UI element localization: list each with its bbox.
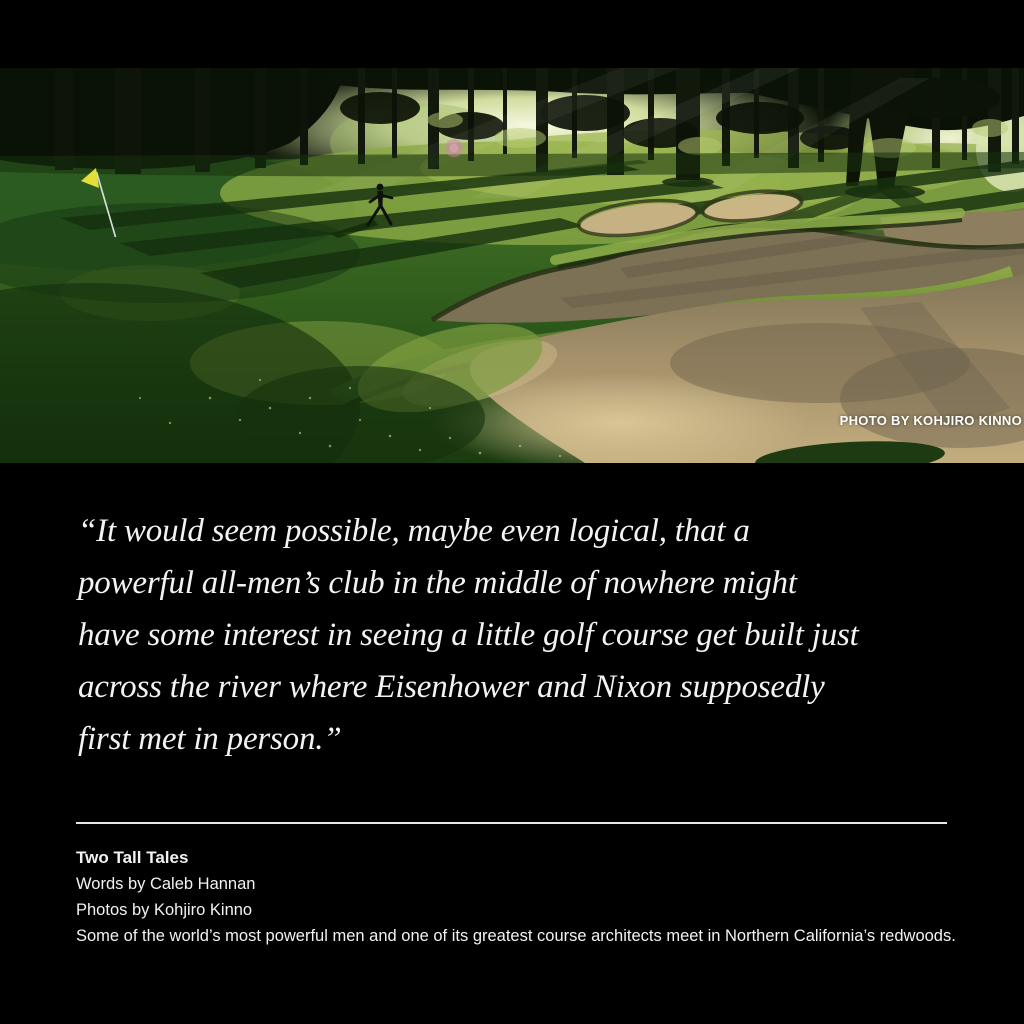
- photo-credit: PHOTO BY KOHJIRO KINNO: [839, 413, 1022, 428]
- lens-flare: [445, 139, 463, 157]
- article-description: Some of the world’s most powerful men and one of its greatest course architects meet in Northern California’s redwoods.: [76, 927, 956, 945]
- article-title: Two Tall Tales: [76, 848, 189, 867]
- pull-quote-line: “It would seem possible, maybe even logical, that a: [78, 513, 750, 549]
- pull-quote-line: first met in person.”: [78, 721, 342, 757]
- hero-photo: [0, 68, 1024, 463]
- pull-quote: [78, 505, 988, 765]
- golf-course-photo: [0, 68, 1024, 463]
- byline-photos: Photos by Kohjiro Kinno: [76, 901, 253, 919]
- pull-quote-line: powerful all-men’s club in the middle of nowhere might: [78, 565, 797, 601]
- pull-quote-line: have some interest in seeing a little golf course get built just: [78, 617, 859, 653]
- byline-words: Words by Caleb Hannan: [76, 875, 256, 893]
- article-meta: [76, 845, 976, 949]
- pull-quote-line: across the river where Eisenhower and Nixon supposedly: [78, 669, 825, 705]
- divider: [76, 822, 947, 824]
